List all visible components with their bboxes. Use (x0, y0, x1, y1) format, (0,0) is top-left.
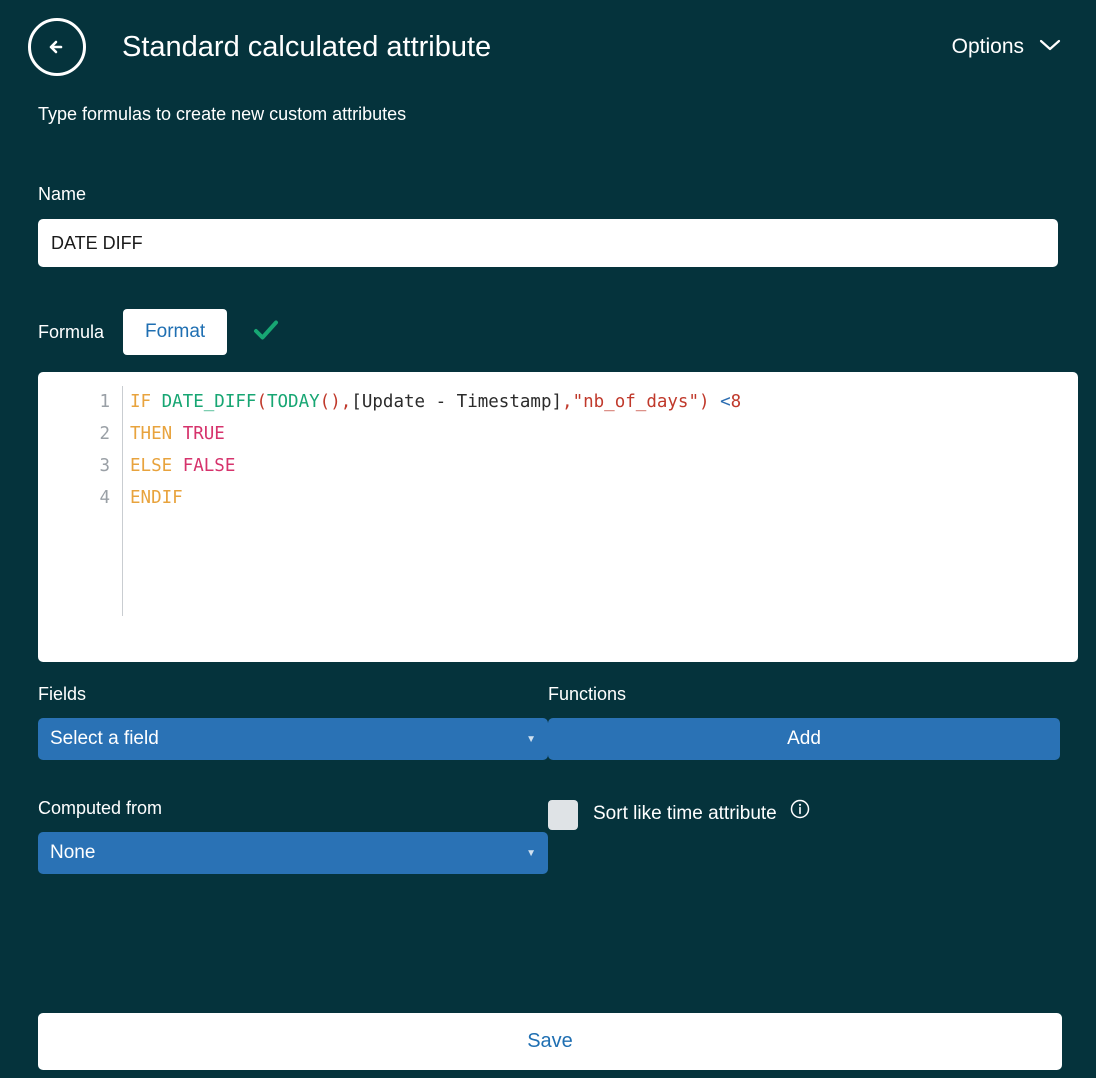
chevron-down-icon (1038, 38, 1062, 57)
fields-section (38, 684, 548, 760)
code-token: "nb_of_days" (572, 392, 699, 412)
format-button[interactable]: Format (123, 309, 227, 355)
computed-from-section (38, 798, 548, 874)
code-token: THEN (130, 424, 183, 444)
fields-functions-row (38, 684, 1058, 760)
code-token: 8 (730, 392, 742, 412)
name-input[interactable] (38, 219, 1058, 267)
formula-toolbar (38, 309, 1058, 355)
code-token: TODAY (266, 392, 320, 412)
code-line[interactable] (130, 482, 1078, 514)
caret-down-icon: ▼ (526, 733, 536, 745)
line-number: 4 (99, 488, 110, 508)
code-token: FALSE (182, 456, 236, 476)
fields-label: Fields (38, 684, 87, 704)
sort-like-time-checkbox[interactable] (548, 800, 578, 830)
attribute-form (0, 184, 1096, 874)
line-number: 3 (99, 456, 110, 476)
code-line[interactable] (130, 418, 1078, 450)
add-function-button[interactable]: Add (548, 718, 1060, 760)
line-number-gutter (38, 386, 122, 616)
sort-like-time-section (548, 798, 1058, 874)
code-line[interactable] (130, 386, 1078, 418)
code-area[interactable] (38, 386, 1078, 616)
code-token: ELSE (130, 456, 183, 476)
computed-from-value: None (50, 842, 96, 863)
computed-from-select[interactable] (38, 832, 548, 874)
caret-down-icon: ▼ (526, 847, 536, 859)
options-menu[interactable] (952, 35, 1066, 59)
back-button[interactable] (28, 18, 86, 76)
computed-from-label: Computed from (38, 798, 163, 818)
info-circle-icon[interactable] (790, 799, 810, 829)
code-line[interactable] (130, 450, 1078, 482)
code-token: ( (256, 392, 267, 412)
page-title: Standard calculated attribute (122, 30, 492, 63)
line-number: 2 (99, 424, 110, 444)
code-lines[interactable] (122, 386, 1078, 616)
name-label: Name (38, 184, 87, 204)
code-token: TRUE (182, 424, 225, 444)
code-token: < (709, 392, 731, 412)
code-token: DATE_DIFF (161, 392, 257, 412)
check-icon (253, 319, 279, 346)
code-token: IF (130, 392, 162, 412)
code-token: , (340, 392, 352, 412)
sort-like-time-label (593, 799, 810, 829)
functions-label: Functions (548, 684, 627, 704)
sort-like-time-text: Sort like time attribute (593, 803, 777, 825)
arrow-left-circle-icon (44, 34, 70, 60)
code-token: ENDIF (130, 488, 183, 508)
formula-label: Formula (38, 321, 105, 342)
save-button[interactable]: Save (38, 1013, 1062, 1070)
page-subtitle: Type formulas to create new custom attributes (38, 104, 407, 124)
page-header (0, 0, 1096, 72)
code-token: [Update - Timestamp] (351, 392, 563, 412)
field-select-value: Select a field (50, 728, 159, 749)
field-select[interactable] (38, 718, 548, 760)
computed-sort-row (38, 798, 1058, 874)
code-token: ) (699, 392, 710, 412)
formula-editor[interactable] (38, 372, 1078, 662)
code-token: , (562, 392, 573, 412)
code-token: () (319, 392, 341, 412)
functions-section (548, 684, 1060, 760)
line-number: 1 (99, 392, 110, 412)
options-label: Options (951, 35, 1024, 58)
